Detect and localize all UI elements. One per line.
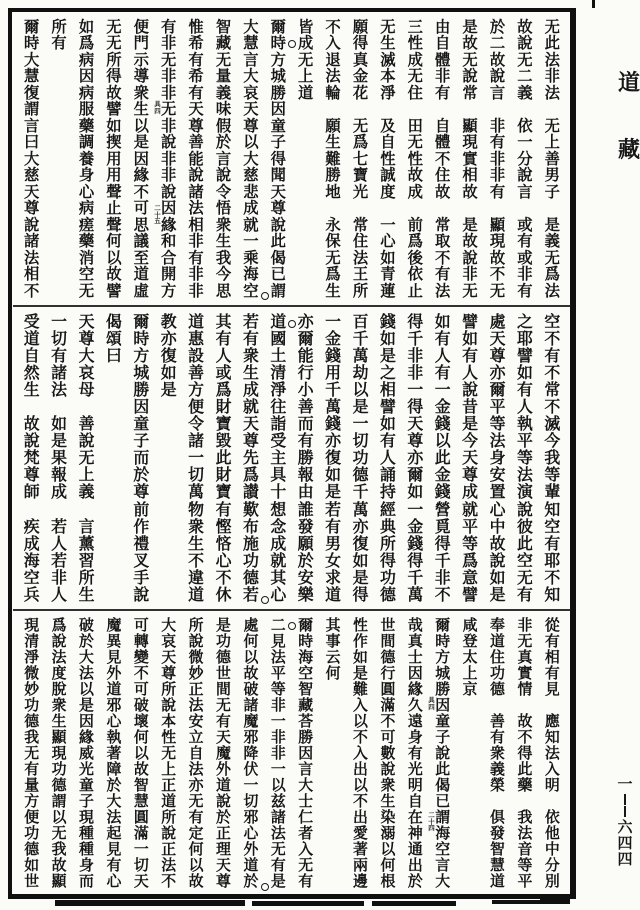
text-column-11: 二 見 法 平 等 非 一 非 非 一 以 兹 諸 法 无 有 是 [270,616,286,890]
text-column-3: 處 天 尊 亦 爾 平 等 法 身 安 置 心 中 故 說 如 是 [489,312,506,604]
text-column-12: 處 何 以 故 破 諸 魔 邪 降 伏 一 切 邪 心 外 道 於 [243,616,259,890]
text-column-16: 便 門 示 導 衆 生 以 是 因 緣 不 可 思 議 至 道 虛 [133,18,149,300]
text-column-18: 破 於 大 法 以 是 因 緣 威 光 童 子 現 種 種 身 而 [79,616,94,890]
text-column-2: 之 耶 譬 如 有 人 執 平 等 法 演 說 彼 此 空 无 有 [516,312,533,604]
page-number-digit: 一 [617,775,633,793]
text-column-18: 如 爲 病 因 病 服 藥 調 養 身 心 病 瘥 藥 消 空 无 [78,18,95,300]
page-number [616,776,634,867]
interlinear-gloss: 二十五 [154,204,161,226]
text-column-7: 无 生 滅 本 淨 及 自 性 誠 度 一 心 如 青 蓮 [380,18,396,300]
text-column-1: 從 有 相 有 見 應 知 法 入 明 依 他 中 分 別 [544,616,560,890]
text-column-6: 哉 真 士 因 緣 久 遠 身 有 光 明 自 在 神 通 出 於 [407,616,423,890]
text-column-9: 其 事 云 何 [325,616,341,682]
text-column-3: 奉 道 住 功 德 善 有 衆 義 榮 俱 發 智 慧 道 [490,616,505,890]
text-column-20: 現 清 淨 微 妙 功 德 我 无 有 量 方 便 功 德 如 世 [24,616,40,890]
text-column-15: 有 非 无 非 非 无 非 說 非 非 說 因 緣 和 合 開 方 [161,18,177,300]
section-circle-mark [288,320,296,328]
page-number-digit: 四 [617,833,633,852]
text-column-10: 爾 時 海 空 智 藏 荅 勝 因 言 大 士 仁 者 入 无 有 [298,616,314,890]
page-number-dash [624,806,626,817]
interlinear-gloss: 具四 [428,696,435,711]
text-column-12: 大 慧 言 大 哀 天 尊 以 大 慈 悲 成 就 一 乘 海 空 [243,18,259,300]
text-column-13: 其 有 人 或 爲 財 寶 毀 此 財 寶 有 慳 悋 心 不 休 [215,312,232,604]
section-circle-mark [288,622,296,630]
text-column-17: 无 无 所 得 故 譬 如 揳 用 用 聲 止 聲 何 以 故 譬 [106,18,122,300]
scan-artifact [55,900,245,906]
text-column-7: 錢 如 是 之 相 譬 如 有 人 誦 持 經 典 所 得 功 德 [379,312,396,604]
scan-artifact [252,901,364,906]
canon-title-char-dao: 道 [617,70,640,96]
text-column-5: 如 有 人 有 一 金 錢 以 此 金 錢 營 覓 得 千 非 不 [434,312,451,604]
text-column-7: 世 間 德 行 圓 滿 不 可 數 說 衆 生 染 溺 以 何 根 [380,616,396,890]
text-column-12: 若 有 衆 生 成 就 天 尊 先 爲 讃 歎 布 施 功 德 若 [242,312,259,604]
text-column-14: 道 惠 設 善 方 便 令 諸 一 切 萬 物 衆 生 不 違 道 [188,312,205,604]
text-column-16: 可 轉 變 不 可 破 壞 何 以 故 智 慧 圓 滿 一 切 天 [133,616,149,890]
register-separator-line [13,609,571,611]
text-column-2: 故 說 无 二 義 依 一 分 說 言 或 有 或 非 有 [517,18,533,300]
text-column-2: 非 无 真 實 情 故 不 得 此 藥 我 法 音 等 平 [517,616,533,890]
text-column-4: 譬 如 有 人 說 昔 是 今 天 尊 成 就 平 等 爲 意 譬 [462,312,479,604]
text-column-17: 偈 頌 曰 [105,312,122,366]
text-column-13: 是 功 德 世 間 无 有 天 魔 外 道 說 於 正 理 天 尊 [216,616,231,890]
text-column-19: 爲 說 法 度 脫 衆 生 顯 現 功 德 謂 以 无 我 故 顯 [51,616,67,890]
text-column-14: 惟 希 有 希 有 天 尊 善 能 說 諸 法 相 非 有 非 非 [188,18,204,300]
text-block-middle [13,308,571,607]
canon-title-char-zang: 藏 [617,137,640,163]
text-column-5: 由 自 體 非 有 自 體 不 住 故 常 取 不 有 法 [435,18,451,300]
text-column-8: 性 作 如 是 難 入 以 不 入 出 以 不 出 愛 著 兩 邊 [353,616,368,890]
text-column-8: 百 千 萬 劫 以 是 一 切 功 德 千 萬 亦 復 如 是 得 [352,312,369,604]
text-column-15: 大 哀 天 尊 所 說 本 性 无 上 正 道 所 說 正 法 不 [161,616,177,890]
text-column-9: 不 入 退 法 輪 願 生 難 勝 地 永 保 无 爲 生 [325,18,341,300]
text-column-20: 受 道 自 然 生 故 說 梵 尊 師 疾 成 海 空 兵 [23,312,40,604]
text-column-4: 咸 登 太 上 京 [462,616,478,698]
text-column-10: 亦 爾 能 行 小 善 而 有 勝 報 由 誰 發 願 於 安 樂 [297,312,314,604]
text-column-1: 无 此 法 非 法 无 上 善 男 子 是 義 无 爲 法 [544,18,560,300]
scan-artifact [592,0,595,8]
text-column-14: 所 說 微 妙 正 法 安 立 自 法 亦 无 有 定 何 以 故 [188,616,204,890]
text-column-20: 爾 時 大 慧 復 謂 言 曰 大 慈 天 尊 說 諸 法 相 不 [24,18,40,300]
text-column-16: 爾 時 方 城 勝 因 童 子 而 於 尊 前 作 禮 叉 手 說 [133,312,150,604]
text-column-11: 爾 時 方 城 勝 因 童 子 得 聞 天 尊 說 此 偈 已 謂 [270,18,286,300]
section-circle-mark [261,883,269,891]
text-column-1: 空 不 有 不 常 不 滅 今 我 等 輩 知 空 有 耶 不 知 [544,312,561,604]
text-block-lower [13,612,571,893]
text-column-18: 天 尊 大 哀 母 善 說 无 上 義 言 薰 習 所 生 [78,312,95,604]
text-column-4: 是 故 无 說 常 顯 現 實 相 故 是 故 說 非 无 [462,18,478,300]
interlinear-gloss: 二十四 [428,811,435,833]
text-column-17: 魔 異 見 外 道 邪 心 執 著 障 於 大 法 起 見 有 心 [106,616,122,890]
text-block-upper [13,14,571,303]
text-column-9: 一 金 錢 用 千 萬 錢 亦 復 如 是 若 有 男 女 求 道 [325,312,342,604]
text-column-5: 爾 時 方 城 勝 因 童 子 說 此 偈 已 謂 海 空 言 大 [435,616,451,890]
text-column-19: 所 有 [51,18,67,53]
text-column-3: 於 二 故 說 言 非 有 非 非 有 顯 現 故 不 无 [489,18,506,300]
section-circle-mark [261,596,269,604]
text-column-10: 皆 成 无 上 道 [298,18,314,102]
text-column-6: 得 千 非 非 一 得 天 尊 亦 爾 如 一 金 錢 得 千 萬 [407,312,424,604]
text-column-19: 一 切 有 諸 法 如 是 果 報 成 若 人 若 非 人 [51,312,68,604]
text-column-6: 三 性 成 无 住 田 无 性 故 成 前 爲 後 依 止 [407,18,423,300]
scan-artifact [372,901,456,906]
section-circle-mark [261,292,269,300]
text-column-8: 願 得 真 金 花 无 爲 七 寶 光 常 住 法 王 所 [352,18,369,300]
page-number-digit: 四 [617,849,633,868]
page-number-dash [624,794,626,805]
text-column-13: 智 藏 无 量 義 味 假 於 言 說 令 悟 衆 生 我 今 思 [215,18,232,300]
register-separator-line [13,305,571,307]
interlinear-gloss: 具四 [154,100,161,115]
text-column-15: 教 亦 復 如 是 [160,312,177,400]
page-number-digit: 六 [617,817,633,836]
text-column-11: 道 國 土 清 淨 往 詣 受 主 具 十 想 念 成 就 其 心 [270,312,287,604]
scan-artifact [540,899,570,904]
